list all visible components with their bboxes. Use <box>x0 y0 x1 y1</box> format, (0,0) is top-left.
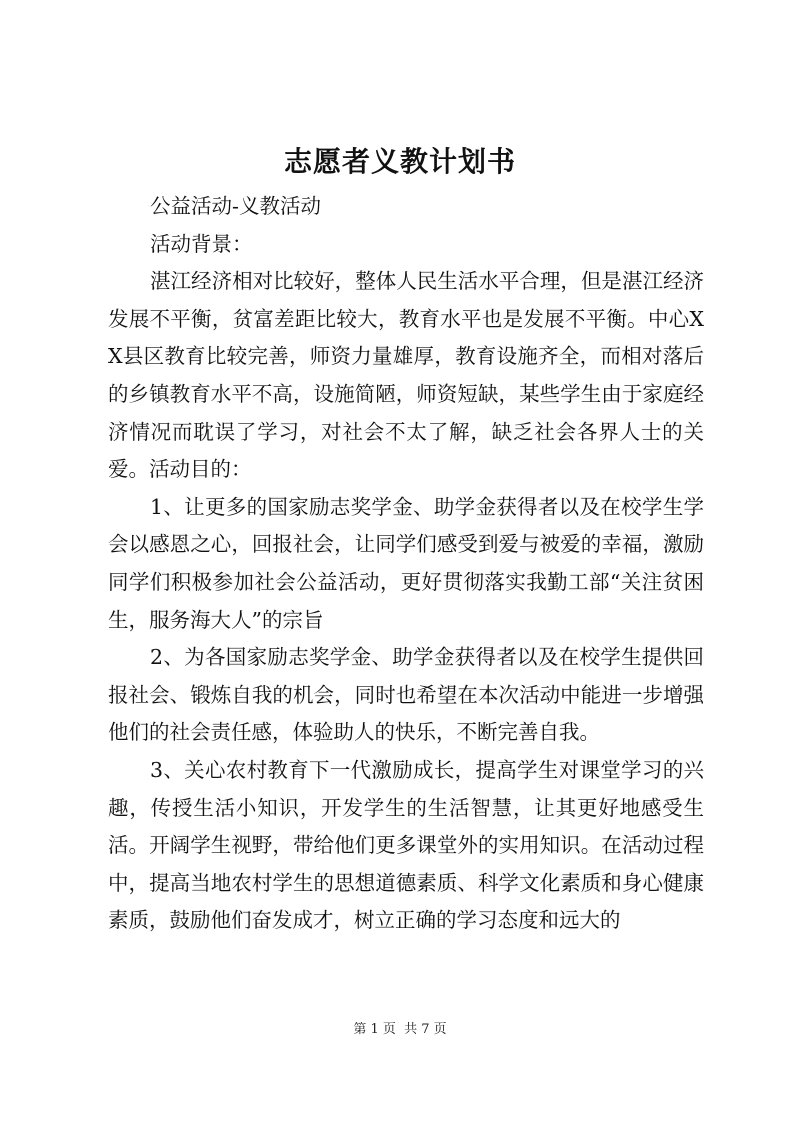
objective-item-3: 3、关心农村教育下一代激励成长，提高学生对课堂学习的兴趣，传授生活小知识，开发学生的生活智慧，让其更好地感受生活。开阔学生视野，带给他们更多课堂外的实用知识。在活动过程中，提高当地农村学生的思想道德素质、科学文化素质和身心健康素质，鼓励他们奋发成才，树立正确的学习态度和远大的 <box>108 757 704 933</box>
category-line: 公益活动-义教活动 <box>150 194 321 218</box>
objective-item-2: 2、为各国家励志奖学金、助学金获得者以及在校学生提供回报社会、锻炼自我的机会，同时也希望在本次活动中能进一步增强他们的社会责任感，体验助人的快乐，不断完善自我。 <box>108 645 704 745</box>
page-footer <box>0 1020 800 1040</box>
document-body <box>108 188 704 940</box>
background-paragraph: 湛江经济相对比较好，整体人民生活水平合理，但是湛江经济发展不平衡，贫富差距比较大，教育水平也是发展不平衡。中心XX县区教育比较完善，师资力量雄厚，教育设施齐全，而相对落后的乡镇教育水平不高，设施简陋，师资短缺，某些学生由于家庭经济情况而耽误了学习，对社会不太了解，缺乏社会各界人士的关爱。活动目的： <box>108 269 704 482</box>
objective-item-1: 1、让更多的国家励志奖学金、助学金获得者以及在校学生学会以感恩之心，回报社会，让同学们感受到爱与被爱的幸福，激励同学们积极参加社会公益活动，更好贯彻落实我勤工部“关注贫困生，服务海大人”的宗旨 <box>108 494 704 632</box>
page-number: 第 1 页 共 7 页 <box>353 1022 447 1037</box>
document-title: 志愿者义教计划书 <box>283 145 516 178</box>
section-heading-background: 活动背景： <box>150 231 253 256</box>
